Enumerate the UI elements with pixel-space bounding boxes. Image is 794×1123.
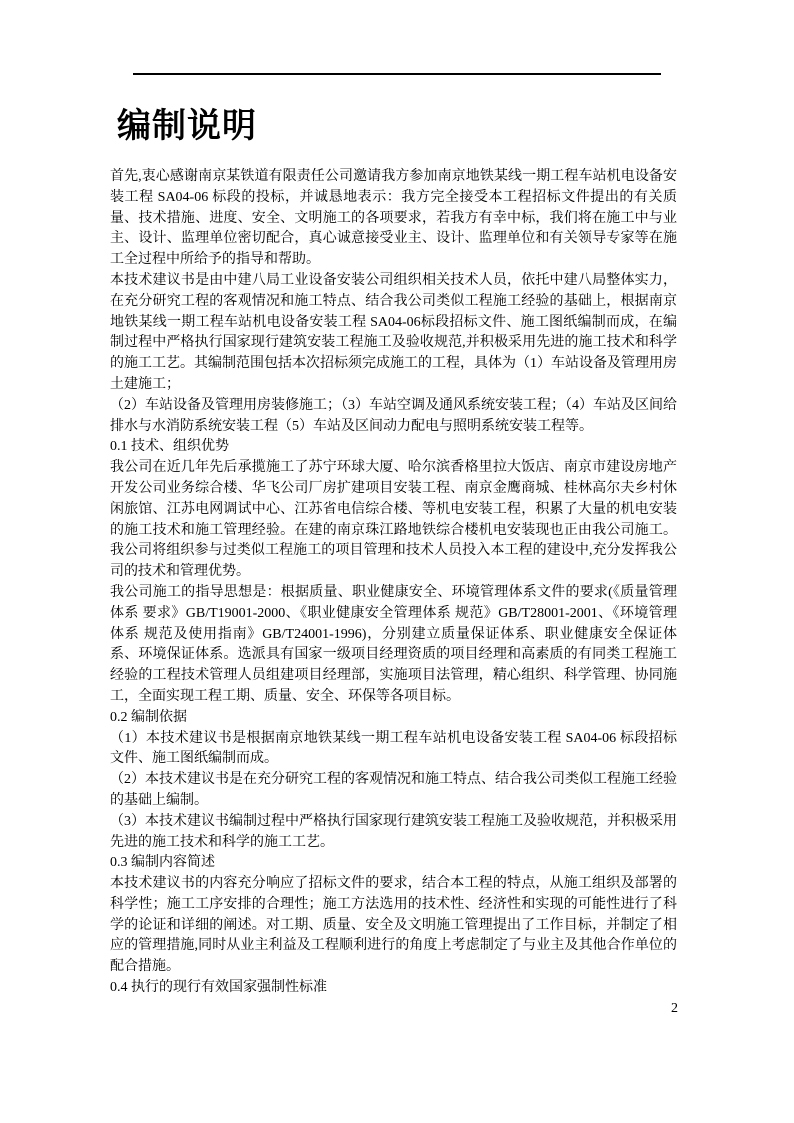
paragraph: 首先,衷心感谢南京某铁道有限责任公司邀请我方参加南京地铁某线一期工程车站机电设备安装工程 SA04-06 标段的投标，并诚恳地表示：我方完全接受本工程招标文件提出的有关质量、技术措施、进度、安全、文明施工的各项要求，若我方有幸中标，我们将在施工中与业主、设计、监理单位密切配合，真心诚意接受业主、设计、监理单位和有关领导专家等在施工全过程中所给予的指导和帮助。 bbox=[110, 169, 677, 268]
paragraph: 本技术建议书的内容充分响应了招标文件的要求，结合本工程的特点，从施工组织及部署的科学性；施工工序安排的合理性；施工方法选用的技术性、经济性和实现的可能性进行了科学的论证和详细的阐述。对工期、质量、安全及文明施工管理提出了工作目标，并制定了相应的管理措施,同时从业主利益及工程顺利进行的角度上考虑制定了与业主及其他合作单位的配合措施。 bbox=[110, 876, 677, 975]
paragraph: 我公司在近几年先后承揽施工了苏宁环球大厦、哈尔滨香格里拉大饭店、南京市建设房地产开发公司业务综合楼、华飞公司厂房扩建项目安装工程、南京金鹰商城、桂林高尔夫乡村休闲旅馆、江苏电网调试中心、江苏省电信综合楼、等机电安装工程，积累了大量的机电安装的施工技术和施工管理经验。在建的南京珠江路地铁综合楼机电安装现也正由我公司施工。我公司将组织参与过类似工程施工的项目管理和技术人员投入本工程的建设中,充分发挥我公司的技术和管理优势。 bbox=[110, 460, 677, 580]
page-number: 2 bbox=[671, 1001, 678, 1016]
paragraph: （3）本技术建议书编制过程中严格执行国家现行建筑安装工程施工及验收规范，并积极采用先进的施工技术和科学的施工工艺。 bbox=[110, 813, 677, 850]
paragraph: （1）本技术建议书是根据南京地铁某线一期工程车站机电设备安装工程 SA04-06 标段招标文件、施工图纸编制而成。 bbox=[110, 730, 677, 767]
section-heading: 0.3 编制内容简述 bbox=[110, 855, 215, 871]
section-heading: 0.1 技术、组织优势 bbox=[110, 439, 229, 455]
paragraph: 我公司施工的指导思想是：根据质量、职业健康安全、环境管理体系文件的要求(《质量管理体系 要求》GB/T19001-2000、《职业健康安全管理体系 规范》GB/T28001-2001、《环境管理体系 规范及使用指南》GB/T24001-1996)，分别建立质量保证体系、职业健康安全保证体系、环境保证体系。选派具有国家一级项目经理资质的项目经理和高素质的有同类工程施工经验的工程技术管理人员组建项目经理部，实施项目法管理，精心组织、科学管理、协同施工，全面实现工程工期、质量、安全、环保等各项目标。 bbox=[110, 584, 677, 704]
header-rule bbox=[133, 73, 661, 75]
paragraph: （2）本技术建议书是在充分研究工程的客观情况和施工特点、结合我公司类似工程施工经验的基础上编制。 bbox=[110, 772, 677, 808]
content bbox=[110, 167, 677, 999]
paragraph: 本技术建议书是由中建八局工业设备安装公司组织相关技术人员，依托中建八局整体实力，在充分研究工程的客观情况和施工特点、结合我公司类似工程施工经验的基础上，根据南京地铁某线一期工程车站机电设备安装工程 SA04-06标段招标文件、施工图纸编制而成，在编制过程中严格执行国家现行建筑安装工程施工及验收规范,并积极采用先进的施工技术和科学的施工工艺。其编制范围包括本次招标须完成施工的工程，具体为（1）车站设备及管理用房土建施工； bbox=[110, 272, 677, 392]
paragraph: （2）车站设备及管理用房装修施工；（3）车站空调及通风系统安装工程；（4）车站及区间给排水与水消防系统安装工程（5）车站及区间动力配电与照明系统安装工程等。 bbox=[110, 397, 677, 434]
section-heading: 0.2 编制依据 bbox=[110, 709, 187, 725]
document-title: 编制说明 bbox=[117, 107, 257, 145]
section-heading: 0.4 执行的现行有效国家强制性标准 bbox=[110, 980, 327, 996]
